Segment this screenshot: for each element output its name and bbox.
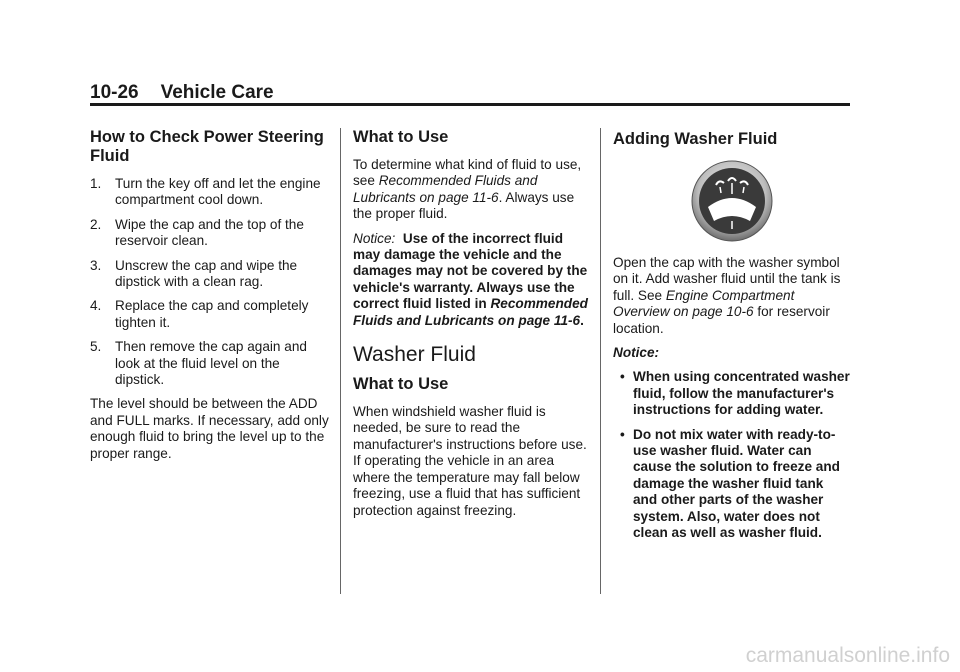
washer-what-to-use-heading: What to Use (353, 375, 449, 394)
list-item (90, 176, 332, 209)
step-number: 3. (90, 257, 102, 273)
notice-label-line (613, 345, 851, 361)
notice-bullets (613, 369, 851, 541)
list-item (90, 217, 332, 250)
text: . Always use the proper fluid. (353, 189, 575, 222)
column-middle (353, 128, 589, 527)
column-right (613, 128, 851, 550)
notice-label: Notice: (353, 230, 396, 246)
column-divider (340, 128, 341, 594)
cross-reference: Engine Compartment Overview on page 10-6 (613, 287, 795, 320)
notice-text: Use of the incorrect fluid may damage the vehicle and the damages may not be covered by the vehicle's warranty. Always use the correct fluid listed in (353, 230, 588, 312)
adding-washer-fluid-heading: Adding Washer Fluid (613, 130, 778, 148)
bullet-icon: • (620, 426, 625, 442)
bullet-text: When using concentrated washer fluid, follow the manufacturer's instructions for adding water. (633, 369, 850, 418)
page-header (90, 82, 274, 104)
watermark: carmanualsonline.info (745, 644, 950, 667)
text: . (580, 312, 584, 328)
text: To determine what kind of fluid to use, see (353, 157, 582, 189)
step-number: 4. (90, 298, 102, 314)
step-text: Replace the cap and completely tighten it. (115, 298, 309, 330)
list-item (90, 258, 332, 291)
adding-paragraph (613, 255, 851, 337)
cross-reference: Recommended Fluids and Lubricants on page 11-6 (353, 173, 538, 205)
power-steering-heading: How to Check Power Steering Fluid (90, 128, 324, 165)
washer-paragraph: When windshield washer fluid is needed, be sure to read the manufacturer's instructions before use. If operating the vehicle in an area where the temperature may fall below freezing, use a fluid that has sufficient protection against freezing. (353, 404, 587, 518)
step-number: 5. (90, 339, 102, 355)
step-number: 2. (90, 216, 102, 232)
fluid-paragraph (353, 157, 589, 223)
bullet-icon: • (620, 369, 625, 385)
level-paragraph: The level should be between the ADD and FULL marks. If necessary, add only enough fluid to bring the level up to the proper range. (90, 396, 329, 461)
column-divider (600, 128, 601, 594)
list-item (90, 339, 332, 388)
washer-fluid-symbol-icon (690, 159, 774, 243)
step-text: Turn the key off and let the engine compartment cool down. (115, 176, 321, 208)
header-rule (90, 103, 850, 106)
column-left (90, 128, 332, 470)
washer-fluid-heading: Washer Fluid (353, 343, 476, 367)
what-to-use-heading: What to Use (353, 128, 449, 146)
section-title: Vehicle Care (160, 82, 274, 103)
list-item (620, 369, 851, 418)
notice-label: Notice: (613, 345, 660, 361)
notice-paragraph (353, 231, 589, 329)
text: Open the cap with the washer symbol on it. Add washer fluid until the tank is full. See (613, 255, 841, 303)
steps-list (90, 176, 332, 388)
list-item (620, 426, 851, 542)
step-text: Wipe the cap and the top of the reservoir clean. (115, 216, 304, 249)
step-text: Unscrew the cap and wipe the dipstick with a clean rag. (115, 257, 298, 290)
washer-icon-container (613, 159, 851, 241)
step-text: Then remove the cap again and look at the fluid level on the dipstick. (115, 339, 307, 388)
cross-reference: Recommended Fluids and Lubricants on page 11-6 (353, 296, 588, 328)
step-number: 1. (90, 176, 102, 191)
text: for reservoir location. (613, 304, 830, 336)
page-number: 10-26 (90, 82, 139, 103)
list-item (90, 298, 332, 331)
bullet-text: Do not mix water with ready-to-use washer fluid. Water can cause the solution to freeze and damage the washer fluid tank and other parts of the washer system. Also, water does not clean as well as washer fluid. (633, 426, 840, 541)
